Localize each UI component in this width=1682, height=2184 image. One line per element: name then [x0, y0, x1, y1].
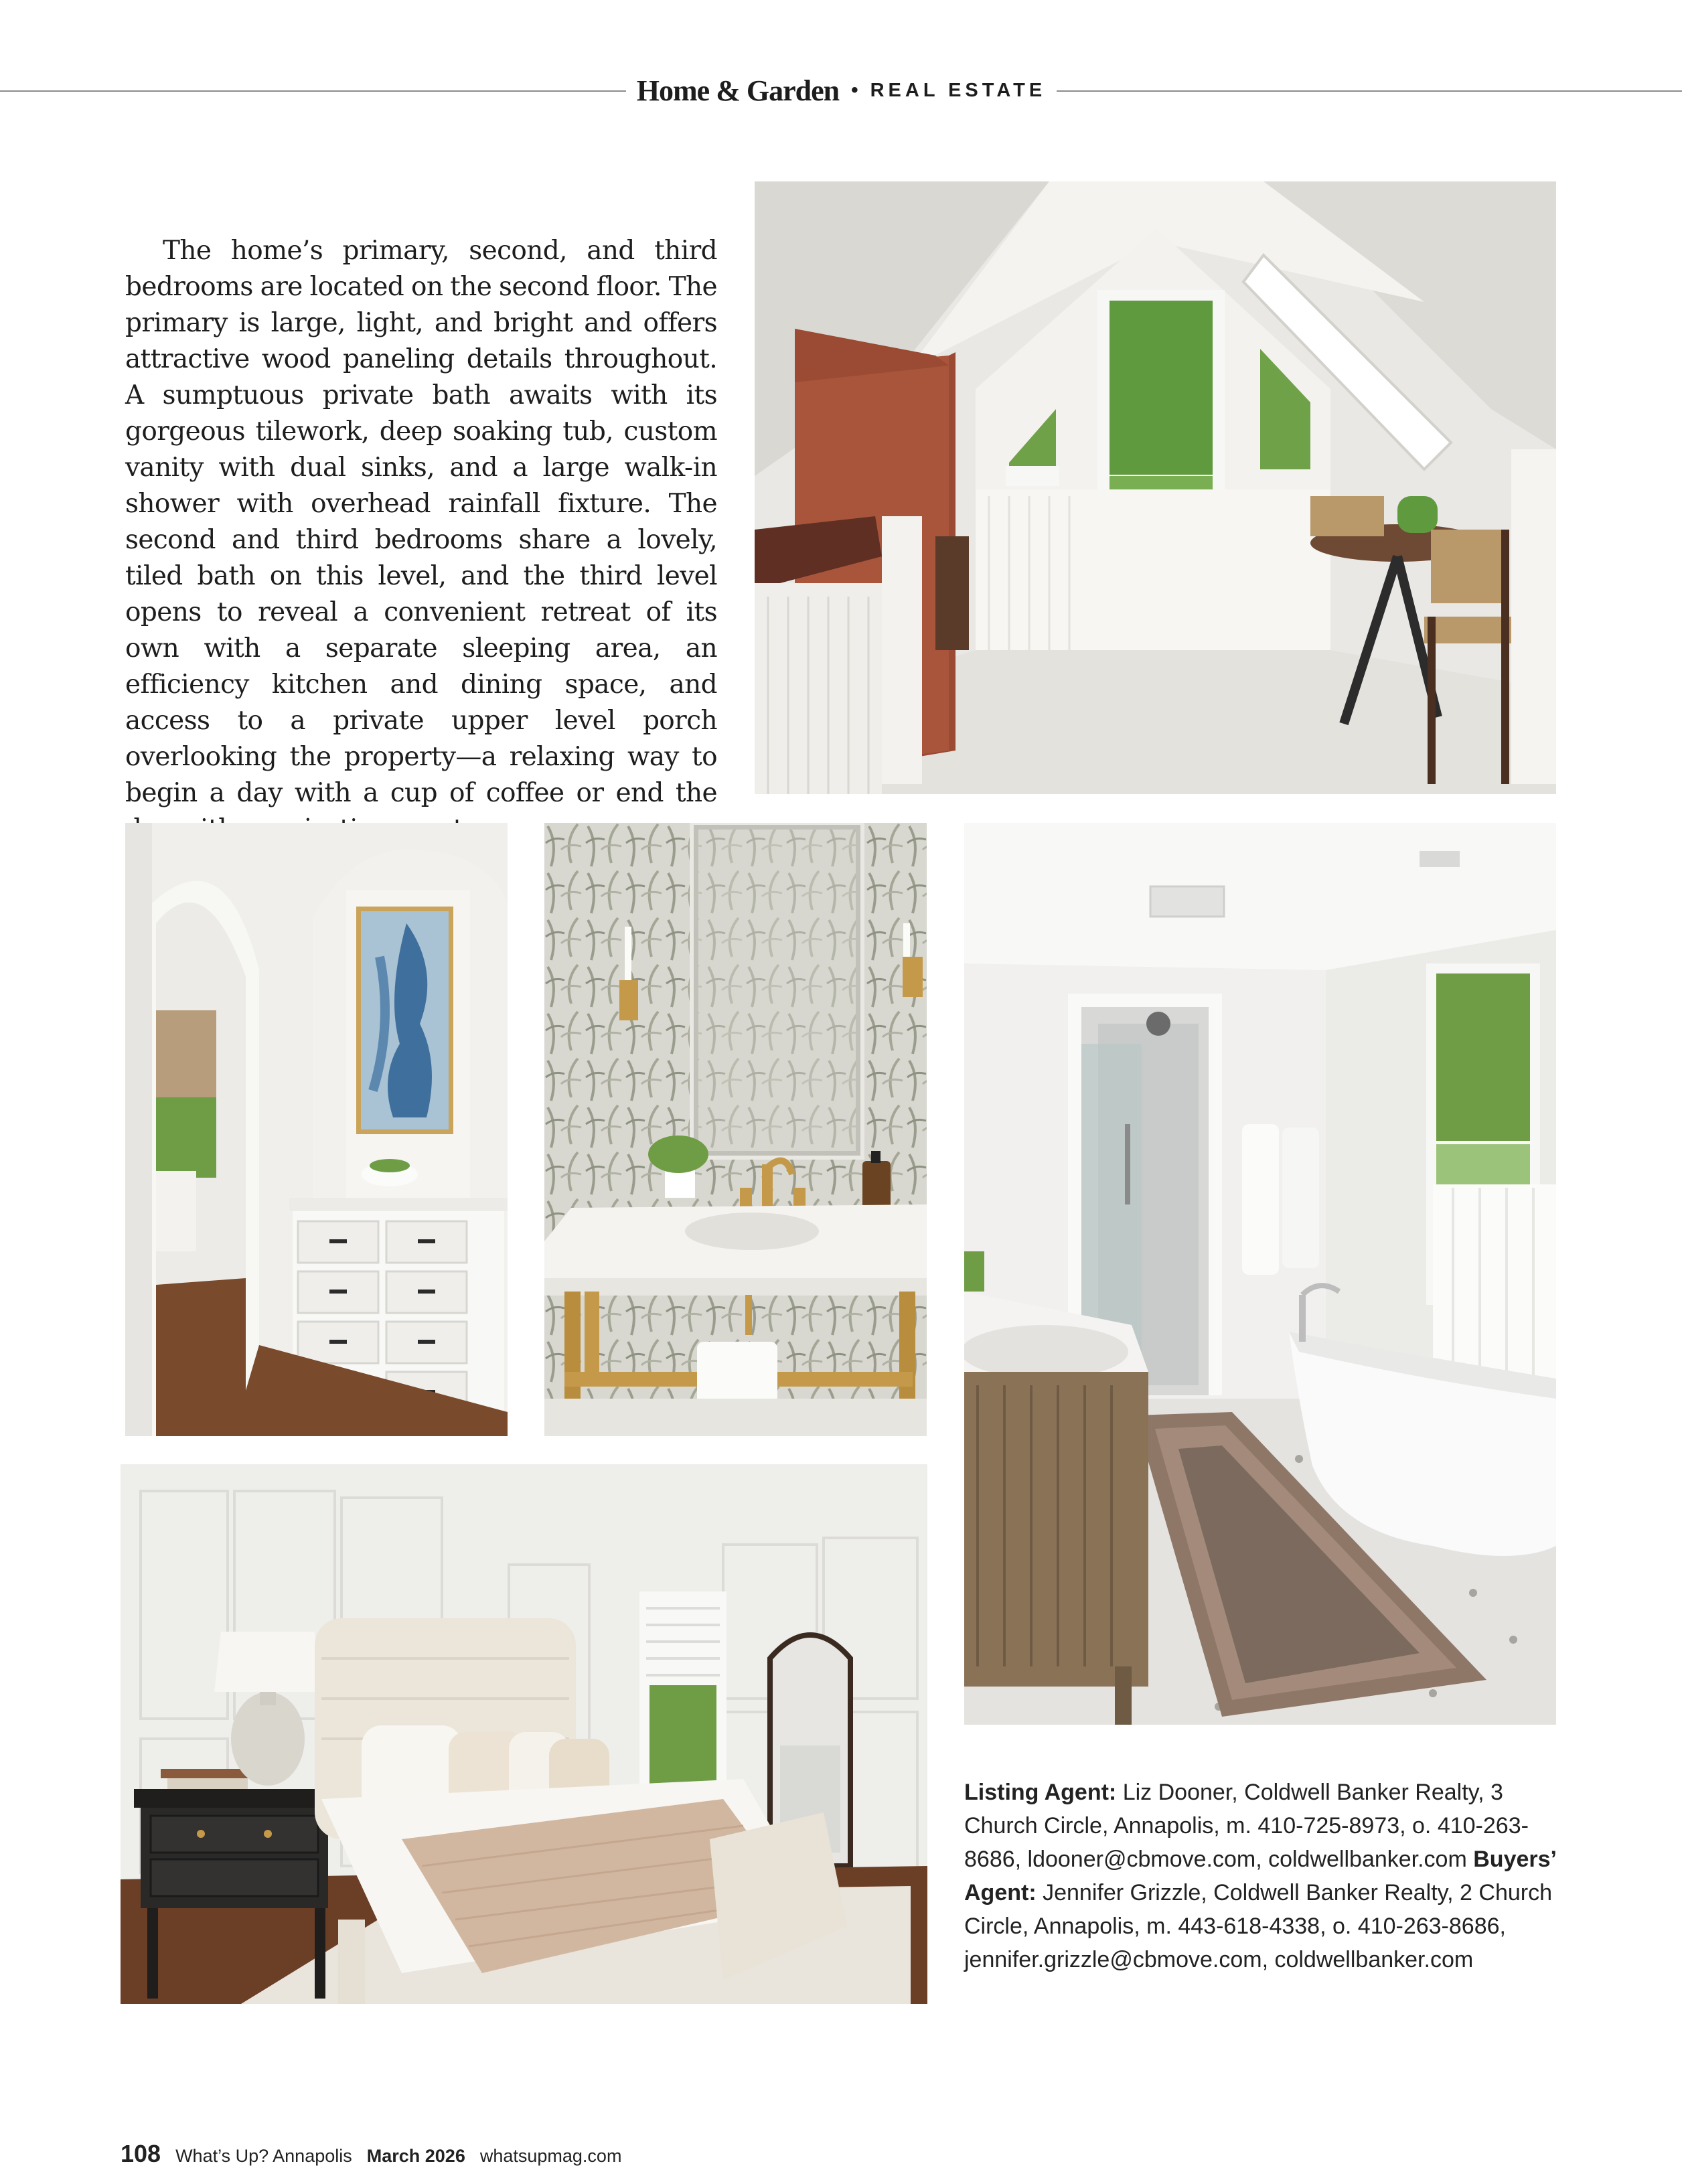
bedroom-photo — [121, 1464, 927, 2004]
page-footer — [121, 2140, 621, 2169]
listing-agent-label: Listing Agent: — [964, 1780, 1117, 1805]
listing-agent-details: Liz Dooner, Coldwell Banker Realty, 3 Church Circle, Annapolis, m. 410-725-8973, o. 410-263-8686, ldooner@cbmove.com, coldwellbanker.com — [964, 1780, 1529, 1872]
page-number: 108 — [121, 2140, 161, 2167]
attic-retreat-photo — [755, 181, 1556, 794]
website-url: whatsupmag.com — [479, 2146, 622, 2166]
header-rule-left — [0, 90, 626, 92]
header-separator: • — [851, 79, 858, 101]
hallway-arch-photo — [125, 823, 508, 1436]
buyers-agent-label: Buyers’ Agent: — [964, 1847, 1556, 1905]
buyers-agent-details: Jennifer Grizzle, Coldwell Banker Realty, 2 Church Circle, Annapolis, m. 443-618-4338, o. 410-263-8686, jennifer.grizzle@cbmove.com, coldwellbanker.com — [964, 1880, 1553, 1972]
magazine-name: What’s Up? Annapolis — [175, 2146, 352, 2166]
header-rule-right — [1057, 90, 1682, 92]
primary-bath-photo — [964, 823, 1556, 1725]
article-body: The home’s primary, second, and third bedrooms are located on the second floor. The primary is large, light, and bright and offers attractive wood paneling details throughout. A sumptuous private bath awaits with its gorgeous tilework, deep soaking tub, custom vanity with dual sinks, and a large walk-in shower with overhead rainfall fixture. The second and third bedrooms share a lovely, tiled bath on this level, and the third level opens to reveal a convenient retreat of its own with a separate sleeping area, an efficiency kitchen and dining space, and access to a private upper level porch overlooking the property—a relaxing way to begin a day with a cup of coffee or end the — [125, 236, 717, 808]
agent-contact-info — [964, 1776, 1556, 1976]
page-header — [0, 67, 1682, 114]
magazine-section-brand: Home & Garden — [636, 74, 840, 107]
section-label: REAL ESTATE — [870, 79, 1047, 101]
issue-date: March 2026 — [366, 2146, 465, 2166]
powder-room-photo — [544, 823, 927, 1436]
header-title — [626, 67, 1057, 114]
